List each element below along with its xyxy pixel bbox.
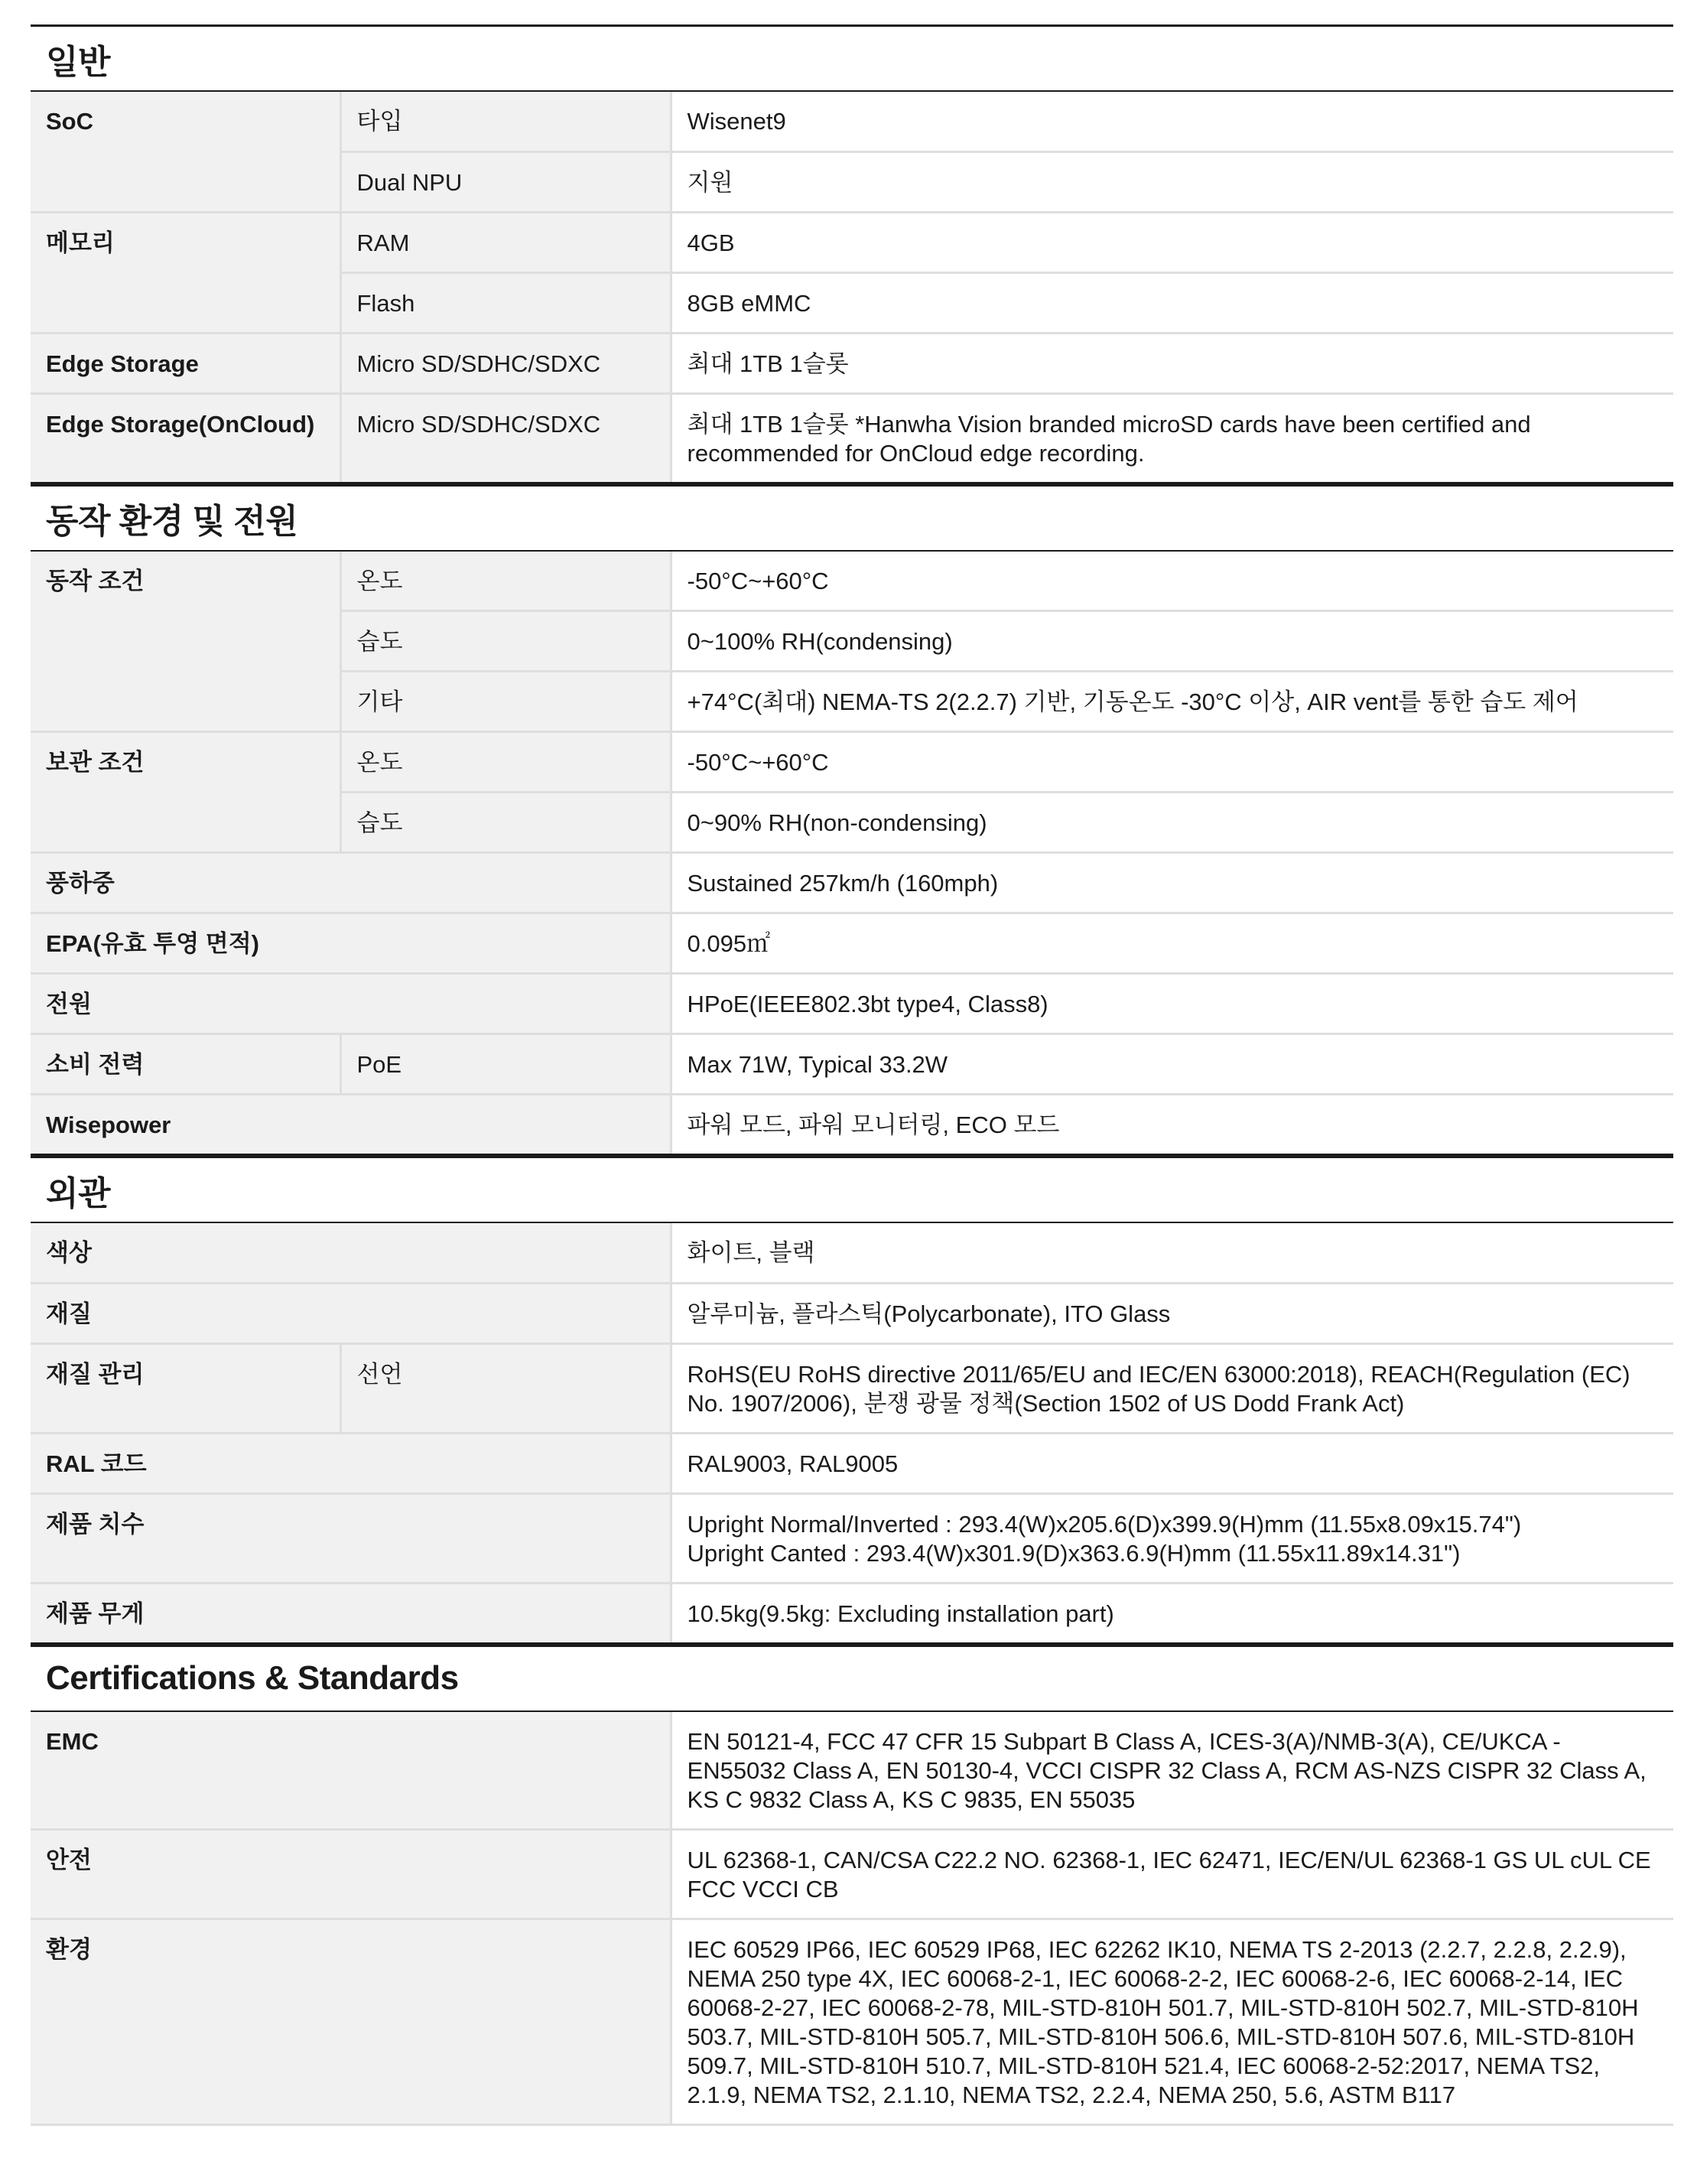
row-subheader: Flash (340, 272, 671, 333)
row-value: Sustained 257km/h (160mph) (671, 853, 1673, 913)
row-value: -50°C~+60°C (671, 732, 1673, 793)
table-row (31, 1034, 1673, 1095)
row-subheader: Micro SD/SDHC/SDXC (340, 333, 671, 393)
row-value: 10.5kg(9.5kg: Excluding installation part) (671, 1583, 1673, 1643)
row-header: RAL 코드 (31, 1433, 671, 1493)
row-header: 동작 조건 (31, 552, 340, 732)
row-header: Edge Storage (31, 333, 340, 393)
row-header: EMC (31, 1712, 671, 1830)
table-row (31, 552, 1673, 611)
table-row (31, 212, 1673, 272)
table-row (31, 913, 1673, 974)
table-row (31, 1829, 1673, 1919)
row-header: 보관 조건 (31, 732, 340, 853)
row-header: 메모리 (31, 212, 340, 333)
row-header: 전원 (31, 974, 671, 1034)
row-value: 4GB (671, 212, 1673, 272)
row-value: 0~100% RH(condensing) (671, 611, 1673, 672)
row-subheader: PoE (340, 1034, 671, 1095)
row-value: +74°C(최대) NEMA-TS 2(2.2.7) 기반, 기동온도 -30°C 이상, AIR vent를 통한 습도 제어 (671, 672, 1673, 732)
row-header: SoC (31, 92, 340, 212)
row-header: 제품 무게 (31, 1583, 671, 1643)
spec-table-general (31, 92, 1673, 484)
table-row (31, 1223, 1673, 1283)
row-value: 0~90% RH(non-condensing) (671, 793, 1673, 853)
table-row (31, 1583, 1673, 1643)
row-value: UL 62368-1, CAN/CSA C22.2 NO. 62368-1, IEC 62471, IEC/EN/UL 62368-1 GS UL cUL CE FCC VCCI CB (671, 1829, 1673, 1919)
row-value: 알루미늄, 플라스틱(Polycarbonate), ITO Glass (671, 1283, 1673, 1343)
row-value: -50°C~+60°C (671, 552, 1673, 611)
table-row (31, 1712, 1673, 1830)
row-value: Wisenet9 (671, 92, 1673, 151)
row-header: Wisepower (31, 1095, 671, 1155)
row-header: 제품 치수 (31, 1493, 671, 1583)
row-subheader: 타입 (340, 92, 671, 151)
spec-table-certifications (31, 1712, 1673, 2126)
row-value: RAL9003, RAL9005 (671, 1433, 1673, 1493)
row-value: 파워 모드, 파워 모니터링, ECO 모드 (671, 1095, 1673, 1155)
row-header: 풍하중 (31, 853, 671, 913)
row-header: EPA(유효 투영 면적) (31, 913, 671, 974)
row-subheader: 기타 (340, 672, 671, 732)
section-title-general: 일반 (31, 24, 1673, 92)
row-value: 지원 (671, 151, 1673, 212)
table-row (31, 732, 1673, 793)
row-subheader: Micro SD/SDHC/SDXC (340, 393, 671, 483)
table-row (31, 1433, 1673, 1493)
row-value: 8GB eMMC (671, 272, 1673, 333)
table-row (31, 92, 1673, 151)
row-header: 재질 (31, 1283, 671, 1343)
section-title-environment: 동작 환경 및 전원 (31, 484, 1673, 552)
table-row (31, 974, 1673, 1034)
row-subheader: 온도 (340, 552, 671, 611)
row-value: 화이트, 블랙 (671, 1223, 1673, 1283)
row-value: 0.095㎡ (671, 913, 1673, 974)
row-subheader: RAM (340, 212, 671, 272)
table-row (31, 1343, 1673, 1433)
row-subheader: Dual NPU (340, 151, 671, 212)
row-header: 색상 (31, 1223, 671, 1283)
row-subheader: 온도 (340, 732, 671, 793)
row-header: 소비 전력 (31, 1034, 340, 1095)
table-row (31, 853, 1673, 913)
section-title-certifications: Certifications & Standards (31, 1645, 1673, 1712)
row-value: IEC 60529 IP66, IEC 60529 IP68, IEC 62262 IK10, NEMA TS 2-2013 (2.2.7, 2.2.8, 2.2.9), NEMA 250 type 4X, IEC 60068-2-1, IEC 60068-2-2, IEC 60068-2-6, IEC 60068-2-14, IEC 60068-2-27, IEC 60068-2-78, MIL-STD-810H 501.7, MIL-STD-810H 502.7, MIL-STD-810H 503.7, MIL-STD-810H 505.7, MIL-STD-810H 506.6, MIL-STD-810H 507.6, MIL-STD-810H 509.7, MIL-STD-810H 510.7, MIL-STD-810H 521.4, IEC 60068-2-52:2017, NEMA TS2, 2.1.9, NEMA TS2, 2.1.10, NEMA TS2, 2.2.4, NEMA 250, 5.6, ASTM B117 (671, 1919, 1673, 2124)
table-row (31, 333, 1673, 393)
row-value: HPoE(IEEE802.3bt type4, Class8) (671, 974, 1673, 1034)
spec-sheet (31, 24, 1673, 2126)
row-value: 최대 1TB 1슬롯 *Hanwha Vision branded microSD cards have been certified and recommended for OnCloud edge recording. (671, 393, 1673, 483)
row-value: Max 71W, Typical 33.2W (671, 1034, 1673, 1095)
row-header: Edge Storage(OnCloud) (31, 393, 340, 483)
row-header: 재질 관리 (31, 1343, 340, 1433)
table-row (31, 1493, 1673, 1583)
section-title-appearance: 외관 (31, 1156, 1673, 1223)
row-header: 안전 (31, 1829, 671, 1919)
table-row (31, 1095, 1673, 1155)
row-value: EN 50121-4, FCC 47 CFR 15 Subpart B Class A, ICES-3(A)/NMB-3(A), CE/UKCA - EN55032 Class A, EN 50130-4, VCCI CISPR 32 Class A, RCM AS-NZS CISPR 32 Class A, KS C 9832 Class A, KS C 9835, EN 55035 (671, 1712, 1673, 1830)
row-value: RoHS(EU RoHS directive 2011/65/EU and IEC/EN 63000:2018), REACH(Regulation (EC) No. 1907/2006), 분쟁 광물 정책(Section 1502 of US Dodd Frank Act) (671, 1343, 1673, 1433)
row-subheader: 습도 (340, 611, 671, 672)
spec-table-appearance (31, 1223, 1673, 1645)
table-row (31, 393, 1673, 483)
row-subheader: 선언 (340, 1343, 671, 1433)
spec-table-environment (31, 552, 1673, 1157)
row-value: Upright Normal/Inverted : 293.4(W)x205.6(D)x399.9(H)mm (11.55x8.09x15.74") Upright Canted : 293.4(W)x301.9(D)x363.6.9(H)mm (11.55x11.89x14.31") (671, 1493, 1673, 1583)
row-value: 최대 1TB 1슬롯 (671, 333, 1673, 393)
row-header: 환경 (31, 1919, 671, 2124)
row-subheader: 습도 (340, 793, 671, 853)
table-row (31, 1919, 1673, 2124)
table-row (31, 1283, 1673, 1343)
